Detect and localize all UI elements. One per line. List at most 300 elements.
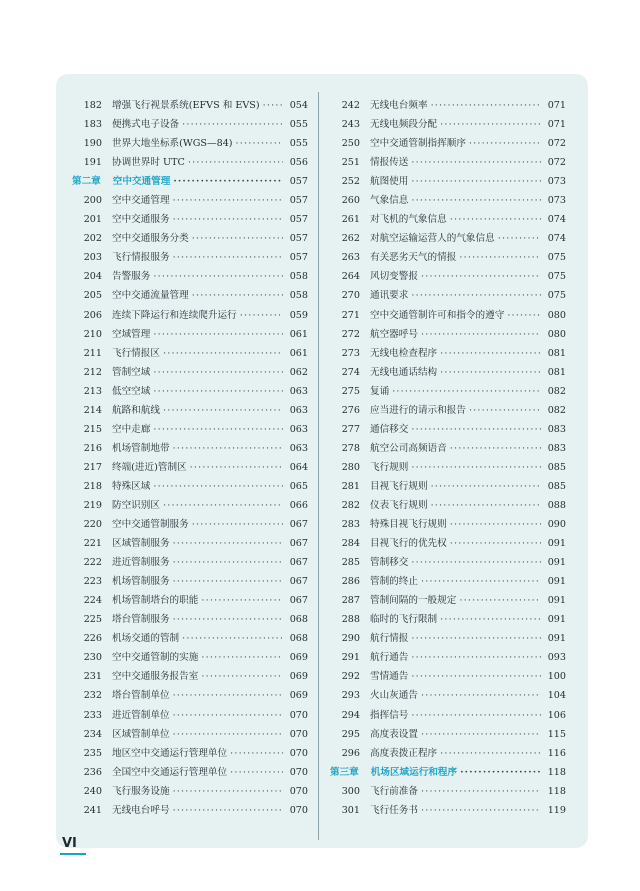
dot-leader — [421, 725, 541, 744]
toc-entry[interactable] — [72, 667, 308, 686]
toc-entry[interactable] — [330, 477, 566, 496]
toc-entry[interactable] — [330, 706, 566, 725]
page-number: 061 — [289, 347, 308, 359]
entry-number: 274 — [341, 366, 360, 378]
entry-title: 气象信息 — [370, 195, 409, 207]
entry-title: 仪表飞行规则 — [370, 499, 428, 511]
toc-entry[interactable] — [72, 591, 308, 610]
entry-title: 区域管制单位 — [112, 728, 170, 740]
chapter-number: 第三章 — [330, 766, 359, 778]
entry-number: 220 — [83, 519, 102, 531]
page-number: 057 — [289, 252, 308, 264]
entry-title: 特殊目视飞行规则 — [370, 519, 447, 531]
toc-entry[interactable] — [330, 382, 566, 401]
toc-entry[interactable] — [72, 229, 308, 248]
dot-leader — [411, 553, 541, 572]
toc-entry[interactable] — [330, 344, 566, 363]
toc-entry[interactable] — [330, 591, 566, 610]
page-number: 068 — [289, 614, 308, 626]
entry-number: 291 — [341, 652, 360, 664]
page-number: 063 — [289, 385, 308, 397]
toc-entry[interactable] — [72, 96, 308, 115]
dot-leader — [173, 553, 283, 572]
toc-entry[interactable] — [330, 210, 566, 229]
dot-leader — [440, 363, 541, 382]
page-number: 058 — [289, 271, 308, 283]
dot-leader — [173, 248, 283, 267]
page-number: 074 — [547, 233, 566, 245]
dot-leader — [173, 706, 283, 725]
toc-entry[interactable] — [330, 401, 566, 420]
page-number: 068 — [289, 633, 308, 645]
entry-number: 260 — [341, 195, 360, 207]
toc-entry[interactable] — [72, 286, 308, 305]
dot-leader — [201, 667, 283, 686]
entry-number: 211 — [83, 347, 102, 359]
toc-entry[interactable] — [330, 515, 566, 534]
toc-entry[interactable] — [72, 439, 308, 458]
toc-entry[interactable] — [330, 553, 566, 572]
entry-number: 219 — [83, 499, 102, 511]
entry-title: 空中走廊 — [112, 423, 151, 435]
entry-number: 283 — [341, 519, 360, 531]
entry-number: 183 — [83, 119, 102, 131]
page-number: 063 — [289, 423, 308, 435]
page-number: 063 — [289, 442, 308, 454]
toc-entry[interactable] — [330, 363, 566, 382]
page-folio: VI — [62, 836, 77, 851]
toc-entry[interactable] — [72, 477, 308, 496]
toc-entry[interactable] — [330, 153, 566, 172]
page-number: 063 — [289, 404, 308, 416]
toc-entry[interactable] — [72, 248, 308, 267]
entry-title: 机场管制塔台的职能 — [112, 595, 199, 607]
entry-title: 航空公司高频语音 — [370, 442, 447, 454]
page-number: 091 — [547, 538, 566, 550]
entry-number: 281 — [341, 480, 360, 492]
toc-entry[interactable] — [72, 782, 308, 801]
entry-number: 250 — [341, 138, 360, 150]
toc-entry[interactable] — [330, 420, 566, 439]
toc-entry[interactable] — [72, 801, 308, 820]
page-number: 071 — [547, 100, 566, 111]
toc-entry[interactable] — [72, 515, 308, 534]
entry-title: 航路和航线 — [112, 404, 160, 416]
toc-entry[interactable] — [330, 439, 566, 458]
dot-leader — [230, 763, 283, 782]
toc-entry[interactable] — [72, 325, 308, 344]
dot-leader — [469, 134, 541, 153]
toc-entry[interactable] — [72, 725, 308, 744]
entry-title: 目视飞行的优先权 — [370, 538, 447, 550]
dot-leader — [392, 382, 541, 401]
entry-title: 空中交通服务报告室 — [112, 671, 199, 683]
entry-title: 特殊区域 — [112, 480, 151, 492]
dot-leader — [230, 744, 283, 763]
entry-title: 飞行任务书 — [370, 804, 418, 816]
page-number: 091 — [547, 633, 566, 645]
dot-leader — [163, 344, 283, 363]
dot-leader — [173, 801, 283, 820]
entry-title: 管制的终止 — [370, 576, 418, 588]
toc-entry[interactable] — [72, 344, 308, 363]
page-number: 064 — [289, 461, 308, 473]
entry-title: 情报传送 — [370, 157, 409, 169]
toc-entry[interactable] — [72, 153, 308, 172]
dot-leader — [450, 515, 541, 534]
dot-leader — [498, 229, 541, 248]
entry-title: 指挥信号 — [370, 709, 409, 721]
entry-number: 204 — [83, 271, 102, 283]
dot-leader — [421, 782, 541, 801]
dot-leader — [411, 286, 541, 305]
toc-entry[interactable] — [330, 458, 566, 477]
dot-leader — [201, 591, 283, 610]
toc-entry[interactable] — [72, 610, 308, 629]
dot-leader — [421, 801, 541, 820]
page-number: 072 — [547, 157, 566, 169]
entry-number: 214 — [83, 404, 102, 416]
toc-entry[interactable] — [330, 744, 566, 763]
entry-number: 272 — [341, 328, 360, 340]
entry-title: 全国空中交通运行管理单位 — [112, 766, 228, 778]
entry-title: 有关恶劣天气的情报 — [370, 252, 457, 264]
page-number: 090 — [547, 519, 566, 531]
toc-entry[interactable] — [72, 420, 308, 439]
entry-title: 临时的飞行限制 — [370, 614, 438, 626]
toc-entry[interactable] — [72, 382, 308, 401]
dot-leader — [411, 172, 541, 191]
toc-entry[interactable] — [72, 134, 308, 153]
entry-number: 286 — [341, 576, 360, 588]
entry-number: 243 — [341, 119, 360, 131]
dot-leader — [192, 286, 283, 305]
entry-number: 273 — [341, 347, 360, 359]
entry-title: 管制移交 — [370, 557, 409, 569]
entry-number: 222 — [83, 557, 102, 569]
chapter-title: 机场区域运行和程序 — [370, 766, 458, 778]
entry-title: 管制间隔的一般规定 — [370, 595, 457, 607]
page-number: 085 — [547, 461, 566, 473]
dot-leader — [173, 725, 283, 744]
toc-entry[interactable] — [330, 172, 566, 191]
dot-leader — [507, 306, 541, 325]
page-number: 091 — [547, 557, 566, 569]
toc-entry[interactable] — [72, 191, 308, 210]
entry-title: 进近管制服务 — [112, 557, 170, 569]
entry-title: 地区空中交通运行管理单位 — [112, 747, 228, 759]
page-number: 066 — [289, 499, 308, 511]
entry-title: 雪情通告 — [370, 671, 409, 683]
toc-entry[interactable] — [330, 306, 566, 325]
page-number: 073 — [547, 195, 566, 207]
entry-title: 空中交通流量管理 — [112, 290, 189, 302]
toc-entry[interactable] — [72, 763, 308, 782]
entry-title: 告警服务 — [112, 271, 151, 283]
toc-entry[interactable] — [330, 572, 566, 591]
entry-title: 空中交通管理 — [112, 195, 170, 207]
entry-title: 航空器呼号 — [370, 328, 418, 340]
toc-entry[interactable] — [72, 706, 308, 725]
toc-entry[interactable] — [330, 286, 566, 305]
entry-number: 295 — [341, 728, 360, 740]
entry-title: 进近管制单位 — [112, 709, 170, 721]
toc-entry[interactable] — [330, 96, 566, 115]
entry-title: 无线电检查程序 — [370, 347, 438, 359]
entry-number: 236 — [83, 766, 102, 778]
entry-number: 232 — [83, 690, 102, 702]
page-number: 116 — [547, 747, 566, 759]
entry-title: 空中交通服务分类 — [112, 233, 189, 245]
dot-leader — [163, 496, 283, 515]
dot-leader — [153, 420, 283, 439]
entry-number: 231 — [83, 671, 102, 683]
entry-number: 285 — [341, 557, 360, 569]
column-divider — [318, 92, 319, 840]
dot-leader — [173, 534, 283, 553]
entry-number: 282 — [341, 499, 360, 511]
entry-number: 221 — [83, 538, 102, 550]
toc-entry[interactable] — [72, 267, 308, 286]
toc-entry[interactable] — [72, 744, 308, 763]
dot-leader — [153, 363, 283, 382]
page-number: 074 — [547, 214, 566, 226]
page-number: 100 — [547, 671, 566, 683]
entry-title: 增强飞行视景系统(EFVS 和 EVS) — [112, 100, 260, 111]
dot-leader — [459, 248, 541, 267]
dot-leader — [411, 458, 541, 477]
dot-leader — [460, 763, 541, 782]
dot-leader — [173, 686, 283, 705]
entry-number: 225 — [83, 614, 102, 626]
toc-entry[interactable] — [72, 306, 308, 325]
toc-entry[interactable] — [330, 610, 566, 629]
page-number: 115 — [547, 728, 566, 740]
page-number: 075 — [547, 271, 566, 283]
toc-entry[interactable] — [72, 572, 308, 591]
entry-number: 271 — [341, 309, 360, 321]
entry-number: 206 — [83, 309, 102, 321]
chapter-title: 空中交通管理 — [112, 176, 171, 188]
dot-leader — [411, 153, 541, 172]
entry-title: 无线电台呼号 — [112, 804, 170, 816]
entry-number: 201 — [83, 214, 102, 226]
entry-number: 212 — [83, 366, 102, 378]
dot-leader — [469, 401, 541, 420]
toc-entry[interactable] — [72, 553, 308, 572]
page-number: 057 — [289, 233, 308, 245]
entry-number: 203 — [83, 252, 102, 264]
entry-title: 防空识别区 — [112, 499, 160, 511]
dot-leader — [240, 306, 283, 325]
toc-entry[interactable] — [72, 458, 308, 477]
entry-number: 240 — [83, 785, 102, 797]
page-number: 070 — [289, 709, 308, 721]
toc-entry[interactable] — [72, 115, 308, 134]
entry-number: 276 — [341, 404, 360, 416]
toc-entry[interactable] — [330, 325, 566, 344]
dot-leader — [411, 629, 541, 648]
chapter-heading[interactable] — [72, 172, 308, 191]
toc-entry[interactable] — [72, 496, 308, 515]
dot-leader — [411, 667, 541, 686]
entry-title: 区域管制服务 — [112, 538, 170, 550]
toc-entry[interactable] — [72, 363, 308, 382]
dot-leader — [450, 439, 541, 458]
toc-entry[interactable] — [330, 629, 566, 648]
entry-title: 空中交通管制的实施 — [112, 652, 199, 664]
toc-entry[interactable] — [72, 401, 308, 420]
page-number: 067 — [289, 576, 308, 588]
toc-entry[interactable] — [330, 534, 566, 553]
entry-number: 215 — [83, 423, 102, 435]
entry-number: 234 — [83, 728, 102, 740]
dot-leader — [153, 382, 283, 401]
dot-leader — [173, 191, 283, 210]
entry-title: 连续下降运行和连续爬升运行 — [112, 309, 237, 321]
toc-entry[interactable] — [72, 534, 308, 553]
page-number: 071 — [547, 119, 566, 131]
entry-title: 飞行服务设施 — [112, 785, 170, 797]
entry-number: 205 — [83, 290, 102, 302]
page-number: 054 — [289, 100, 308, 111]
entry-number: 182 — [83, 100, 102, 111]
dot-leader — [411, 706, 541, 725]
entry-number: 235 — [83, 747, 102, 759]
dot-leader — [192, 515, 283, 534]
page-number: 088 — [547, 499, 566, 511]
toc-entry[interactable] — [330, 496, 566, 515]
entry-title: 飞行规则 — [370, 461, 409, 473]
entry-title: 无线电通话结构 — [370, 366, 438, 378]
entry-number: 290 — [341, 633, 360, 645]
page-number: 075 — [547, 252, 566, 264]
toc-entry[interactable] — [330, 686, 566, 705]
entry-number: 278 — [341, 442, 360, 454]
toc-entry[interactable] — [330, 191, 566, 210]
entry-number: 301 — [341, 804, 360, 816]
dot-leader — [236, 134, 283, 153]
chapter-heading[interactable] — [330, 763, 566, 782]
entry-number: 216 — [83, 442, 102, 454]
page-number: 073 — [547, 176, 566, 188]
entry-number: 296 — [341, 747, 360, 759]
entry-number: 277 — [341, 423, 360, 435]
page-number: 118 — [547, 766, 566, 778]
dot-leader — [431, 496, 541, 515]
dot-leader — [450, 534, 541, 553]
entry-title: 对飞机的气象信息 — [370, 214, 447, 226]
entry-title: 低空空域 — [112, 385, 151, 397]
entry-title: 空中交通服务 — [112, 214, 170, 226]
entry-number: 294 — [341, 709, 360, 721]
toc-entry[interactable] — [330, 267, 566, 286]
entry-title: 空中交通管制服务 — [112, 519, 189, 531]
entry-number: 262 — [341, 233, 360, 245]
page-number: 082 — [547, 404, 566, 416]
toc-right-column — [330, 96, 566, 820]
entry-number: 270 — [341, 290, 360, 302]
toc-entry[interactable] — [330, 648, 566, 667]
page-number: 067 — [289, 595, 308, 607]
entry-title: 应当进行的请示和报告 — [370, 404, 466, 416]
dot-leader — [431, 477, 541, 496]
page-number: 067 — [289, 538, 308, 550]
page-number: 083 — [547, 442, 566, 454]
entry-title: 空中交通管制指挥顺序 — [370, 138, 466, 150]
toc-entry[interactable] — [330, 801, 566, 820]
toc-entry[interactable] — [72, 648, 308, 667]
page-number: 070 — [289, 728, 308, 740]
dot-leader — [263, 96, 283, 115]
dot-leader — [153, 325, 283, 344]
dot-leader — [431, 96, 541, 115]
toc-entry[interactable] — [330, 782, 566, 801]
entry-number: 280 — [341, 461, 360, 473]
entry-number: 224 — [83, 595, 102, 607]
dot-leader — [173, 172, 283, 191]
entry-title: 通讯要求 — [370, 290, 409, 302]
page-number: 069 — [289, 690, 308, 702]
dot-leader — [440, 344, 541, 363]
dot-leader — [411, 420, 541, 439]
dot-leader — [173, 782, 283, 801]
entry-title: 协调世界时 UTC — [112, 157, 185, 169]
dot-leader — [459, 591, 541, 610]
toc-entry[interactable] — [72, 210, 308, 229]
toc-entry[interactable] — [330, 725, 566, 744]
dot-leader — [440, 744, 541, 763]
entry-number: 191 — [83, 157, 102, 169]
dot-leader — [190, 458, 283, 477]
entry-number: 202 — [83, 233, 102, 245]
toc-entry[interactable] — [72, 629, 308, 648]
entry-title: 航图使用 — [370, 176, 409, 188]
page-number: 070 — [289, 785, 308, 797]
entry-number: 252 — [341, 176, 360, 188]
entry-title: 飞行情报服务 — [112, 252, 170, 264]
dot-leader — [188, 153, 283, 172]
entry-number: 190 — [83, 138, 102, 150]
page-number: 070 — [289, 766, 308, 778]
entry-number: 223 — [83, 576, 102, 588]
entry-title: 航行通告 — [370, 652, 409, 664]
chapter-number: 第二章 — [72, 176, 101, 188]
toc-entry[interactable] — [330, 229, 566, 248]
toc-entry[interactable] — [330, 115, 566, 134]
entry-title: 空中交通管制许可和指令的遵守 — [370, 309, 505, 321]
page-number: 081 — [547, 347, 566, 359]
entry-number: 261 — [341, 214, 360, 226]
entry-title: 航行情报 — [370, 633, 409, 645]
toc-entry[interactable] — [72, 686, 308, 705]
entry-number: 251 — [341, 157, 360, 169]
page-number: 083 — [547, 423, 566, 435]
page-number: 119 — [547, 804, 566, 816]
entry-number: 292 — [341, 671, 360, 683]
toc-entry[interactable] — [330, 248, 566, 267]
toc-entry[interactable] — [330, 667, 566, 686]
entry-number: 264 — [341, 271, 360, 283]
dot-leader — [421, 572, 541, 591]
page-number: 070 — [289, 747, 308, 759]
dot-leader — [163, 401, 283, 420]
dot-leader — [173, 610, 283, 629]
toc-entry[interactable] — [330, 134, 566, 153]
page-number: 106 — [547, 709, 566, 721]
entry-title: 塔台管制服务 — [112, 614, 170, 626]
entry-title: 对航空运输运营人的气象信息 — [370, 233, 495, 245]
